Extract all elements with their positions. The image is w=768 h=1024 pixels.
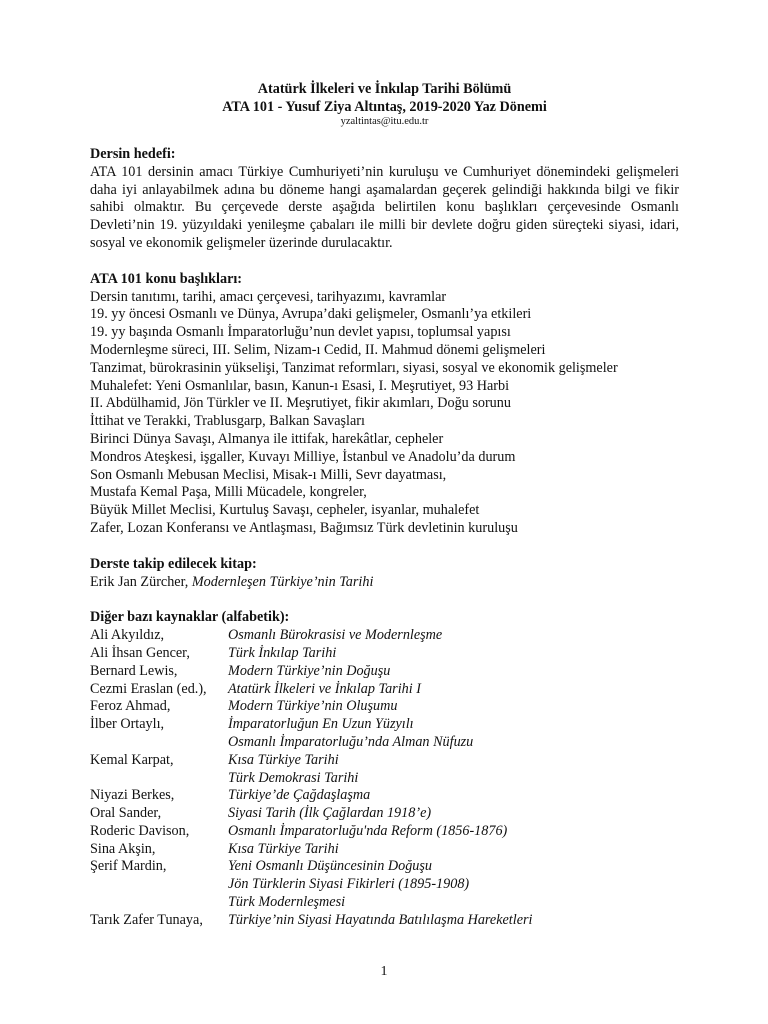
textbook-title: Modernleşen Türkiye’nin Tarihi: [191, 573, 374, 590]
references-heading: Diğer bazı kaynaklar (alfabetik):: [90, 609, 290, 626]
topics-list: [90, 289, 679, 538]
objective-text: ATA 101 dersinin amacı Türkiye Cumhuriyeti’nin kuruluşu ve Cumhuriyet dönemindeki gelişmeleri daha iyi anlayabilmek adına bu döneme hangi aşamalardan geçerek gelindiği hakkında bilgi ve fikir sahibi olmaktır. Bu çerçevede derste aşağıda belirtilen konu başlıkları çerçevesinde Osmanlı Devleti’nin 19. yüzyıldaki yenileşme çabaları ile milli bir devlete doğru giden süreçteki siyasi, idari, sosyal ve ekonomik gelişmeler üzerinde durulacaktır.: [90, 163, 679, 251]
reference-row: [90, 841, 679, 859]
reference-row: [90, 716, 679, 752]
reference-author: Sina Akşin,: [90, 840, 156, 857]
reference-title: Jön Türklerin Siyasi Fikirleri (1895-1908): [228, 876, 470, 893]
reference-titles: [228, 858, 469, 911]
topic-item: Birinci Dünya Savaşı, Almanya ile ittifak, harekâtlar, cepheler: [90, 430, 444, 447]
reference-row: [90, 681, 679, 699]
topic-item: Tanzimat, bürokrasinin yükselişi, Tanzimat reformları, siyasi, sosyal ve ekonomik gelişmeler: [90, 359, 618, 376]
topic-item: Son Osmanlı Mebusan Meclisi, Misak-ı Milli, Sevr dayatması,: [90, 466, 447, 483]
reference-row: [90, 787, 679, 805]
topic-item: 19. yy öncesi Osmanlı ve Dünya, Avrupa’daki gelişmeler, Osmanlı’ya etkileri: [90, 306, 532, 323]
references-list: [90, 627, 679, 930]
reference-author: Niyazi Berkes,: [90, 787, 175, 804]
course-subtitle: ATA 101 - Yusuf Ziya Altıntaş, 2019-2020 Yaz Dönemi: [222, 99, 547, 115]
reference-row: [90, 752, 679, 788]
reference-title: Modern Türkiye’nin Oluşumu: [228, 698, 398, 715]
reference-row: [90, 912, 679, 930]
topic-item: Muhalefet: Yeni Osmanlılar, basın, Kanun-ı Esasi, I. Meşrutiyet, 93 Harbi: [90, 377, 510, 394]
reference-row: [90, 663, 679, 681]
topic-item: Dersin tanıtımı, tarihi, amacı çerçevesi, tarihyazımı, kavramlar: [90, 288, 447, 305]
reference-row: [90, 805, 679, 823]
reference-titles: [228, 841, 339, 859]
reference-titles: [228, 823, 507, 841]
topic-item: Zafer, Lozan Konferansı ve Antlaşması, Bağımsız Türk devletinin kuruluşu: [90, 519, 518, 536]
book-heading: Derste takip edilecek kitap:: [90, 555, 257, 572]
reference-row: [90, 627, 679, 645]
reference-author: Roderic Davison,: [90, 822, 190, 839]
reference-titles: [228, 752, 358, 788]
reference-author: Oral Sander,: [90, 805, 162, 822]
topic-item: Modernleşme süreci, III. Selim, Nizam-ı Cedid, II. Mahmud dönemi gelişmeleri: [90, 341, 546, 358]
reference-title: Kısa Türkiye Tarihi: [228, 840, 339, 857]
reference-title: İmparatorluğun En Uzun Yüzyılı: [228, 716, 414, 733]
reference-titles: [228, 787, 370, 805]
reference-titles: [228, 698, 397, 716]
reference-author: Feroz Ahmad,: [90, 698, 171, 715]
objective-heading: Dersin hedefi:: [90, 146, 176, 162]
topic-item: İttihat ve Terakki, Trablusgarp, Balkan Savaşları: [90, 413, 365, 430]
reference-titles: [228, 663, 390, 681]
reference-author: Ali İhsan Gencer,: [90, 644, 190, 661]
reference-title: Yeni Osmanlı Düşüncesinin Doğuşu: [228, 858, 433, 875]
topic-item: Büyük Millet Meclisi, Kurtuluş Savaşı, cepheler, isyanlar, muhalefet: [90, 502, 480, 519]
reference-title: Kısa Türkiye Tarihi: [228, 751, 339, 768]
reference-title: Modern Türkiye’nin Doğuşu: [228, 662, 391, 679]
page-number: 1: [380, 964, 388, 979]
reference-row: [90, 858, 679, 911]
reference-author: Şerif Mardin,: [90, 858, 167, 875]
topic-item: Mustafa Kemal Paşa, Milli Mücadele, kongreler,: [90, 484, 367, 501]
reference-row: [90, 698, 679, 716]
reference-titles: [228, 805, 431, 823]
reference-titles: [228, 627, 442, 645]
reference-author: Tarık Zafer Tunaya,: [90, 911, 203, 928]
reference-row: [90, 823, 679, 841]
textbook-citation: [90, 574, 679, 592]
reference-titles: [228, 681, 421, 699]
textbook-author: Erik Jan Zürcher,: [90, 573, 192, 590]
reference-title: Türk Demokrasi Tarihi: [228, 769, 359, 786]
topic-item: II. Abdülhamid, Jön Türkler ve II. Meşrutiyet, fikir akımları, Doğu sorunu: [90, 395, 511, 412]
reference-title: Siyasi Tarih (İlk Çağlardan 1918’e): [228, 805, 432, 822]
reference-author: İlber Ortaylı,: [90, 716, 165, 733]
reference-title: Atatürk İlkeleri ve İnkılap Tarihi I: [228, 680, 421, 697]
reference-title: Türk İnkılap Tarihi: [228, 644, 337, 661]
reference-row: [90, 645, 679, 663]
document-page: [90, 80, 679, 930]
reference-title: Osmanlı İmparatorluğu'nda Reform (1856-1876): [228, 822, 508, 839]
reference-titles: [228, 716, 473, 752]
reference-title: Türkiye’de Çağdaşlaşma: [228, 787, 371, 804]
reference-title: Osmanlı İmparatorluğu’nda Alman Nüfuzu: [228, 733, 474, 750]
topic-item: 19. yy başında Osmanlı İmparatorluğu’nun devlet yapısı, toplumsal yapısı: [90, 324, 511, 341]
topics-heading: ATA 101 konu başlıkları:: [90, 270, 243, 287]
reference-author: Kemal Karpat,: [90, 751, 174, 768]
reference-title: Türkiye’nin Siyasi Hayatında Batılılaşma Hareketleri: [228, 911, 533, 928]
reference-title: Osmanlı Bürokrasisi ve Modernleşme: [228, 627, 443, 644]
reference-titles: [228, 912, 532, 930]
reference-author: Ali Akyıldız,: [90, 627, 165, 644]
document-title: Atatürk İlkeleri ve İnkılap Tarihi Bölümü: [257, 81, 512, 97]
instructor-email[interactable]: yzaltintas@itu.edu.tr: [340, 116, 429, 127]
reference-author: Bernard Lewis,: [90, 662, 178, 679]
reference-titles: [228, 645, 336, 663]
topic-item: Mondros Ateşkesi, işgaller, Kuvayı Milliye, İstanbul ve Anadolu’da durum: [90, 448, 516, 465]
reference-title: Türk Modernleşmesi: [228, 894, 346, 911]
reference-author: Cezmi Eraslan (ed.),: [90, 680, 207, 697]
